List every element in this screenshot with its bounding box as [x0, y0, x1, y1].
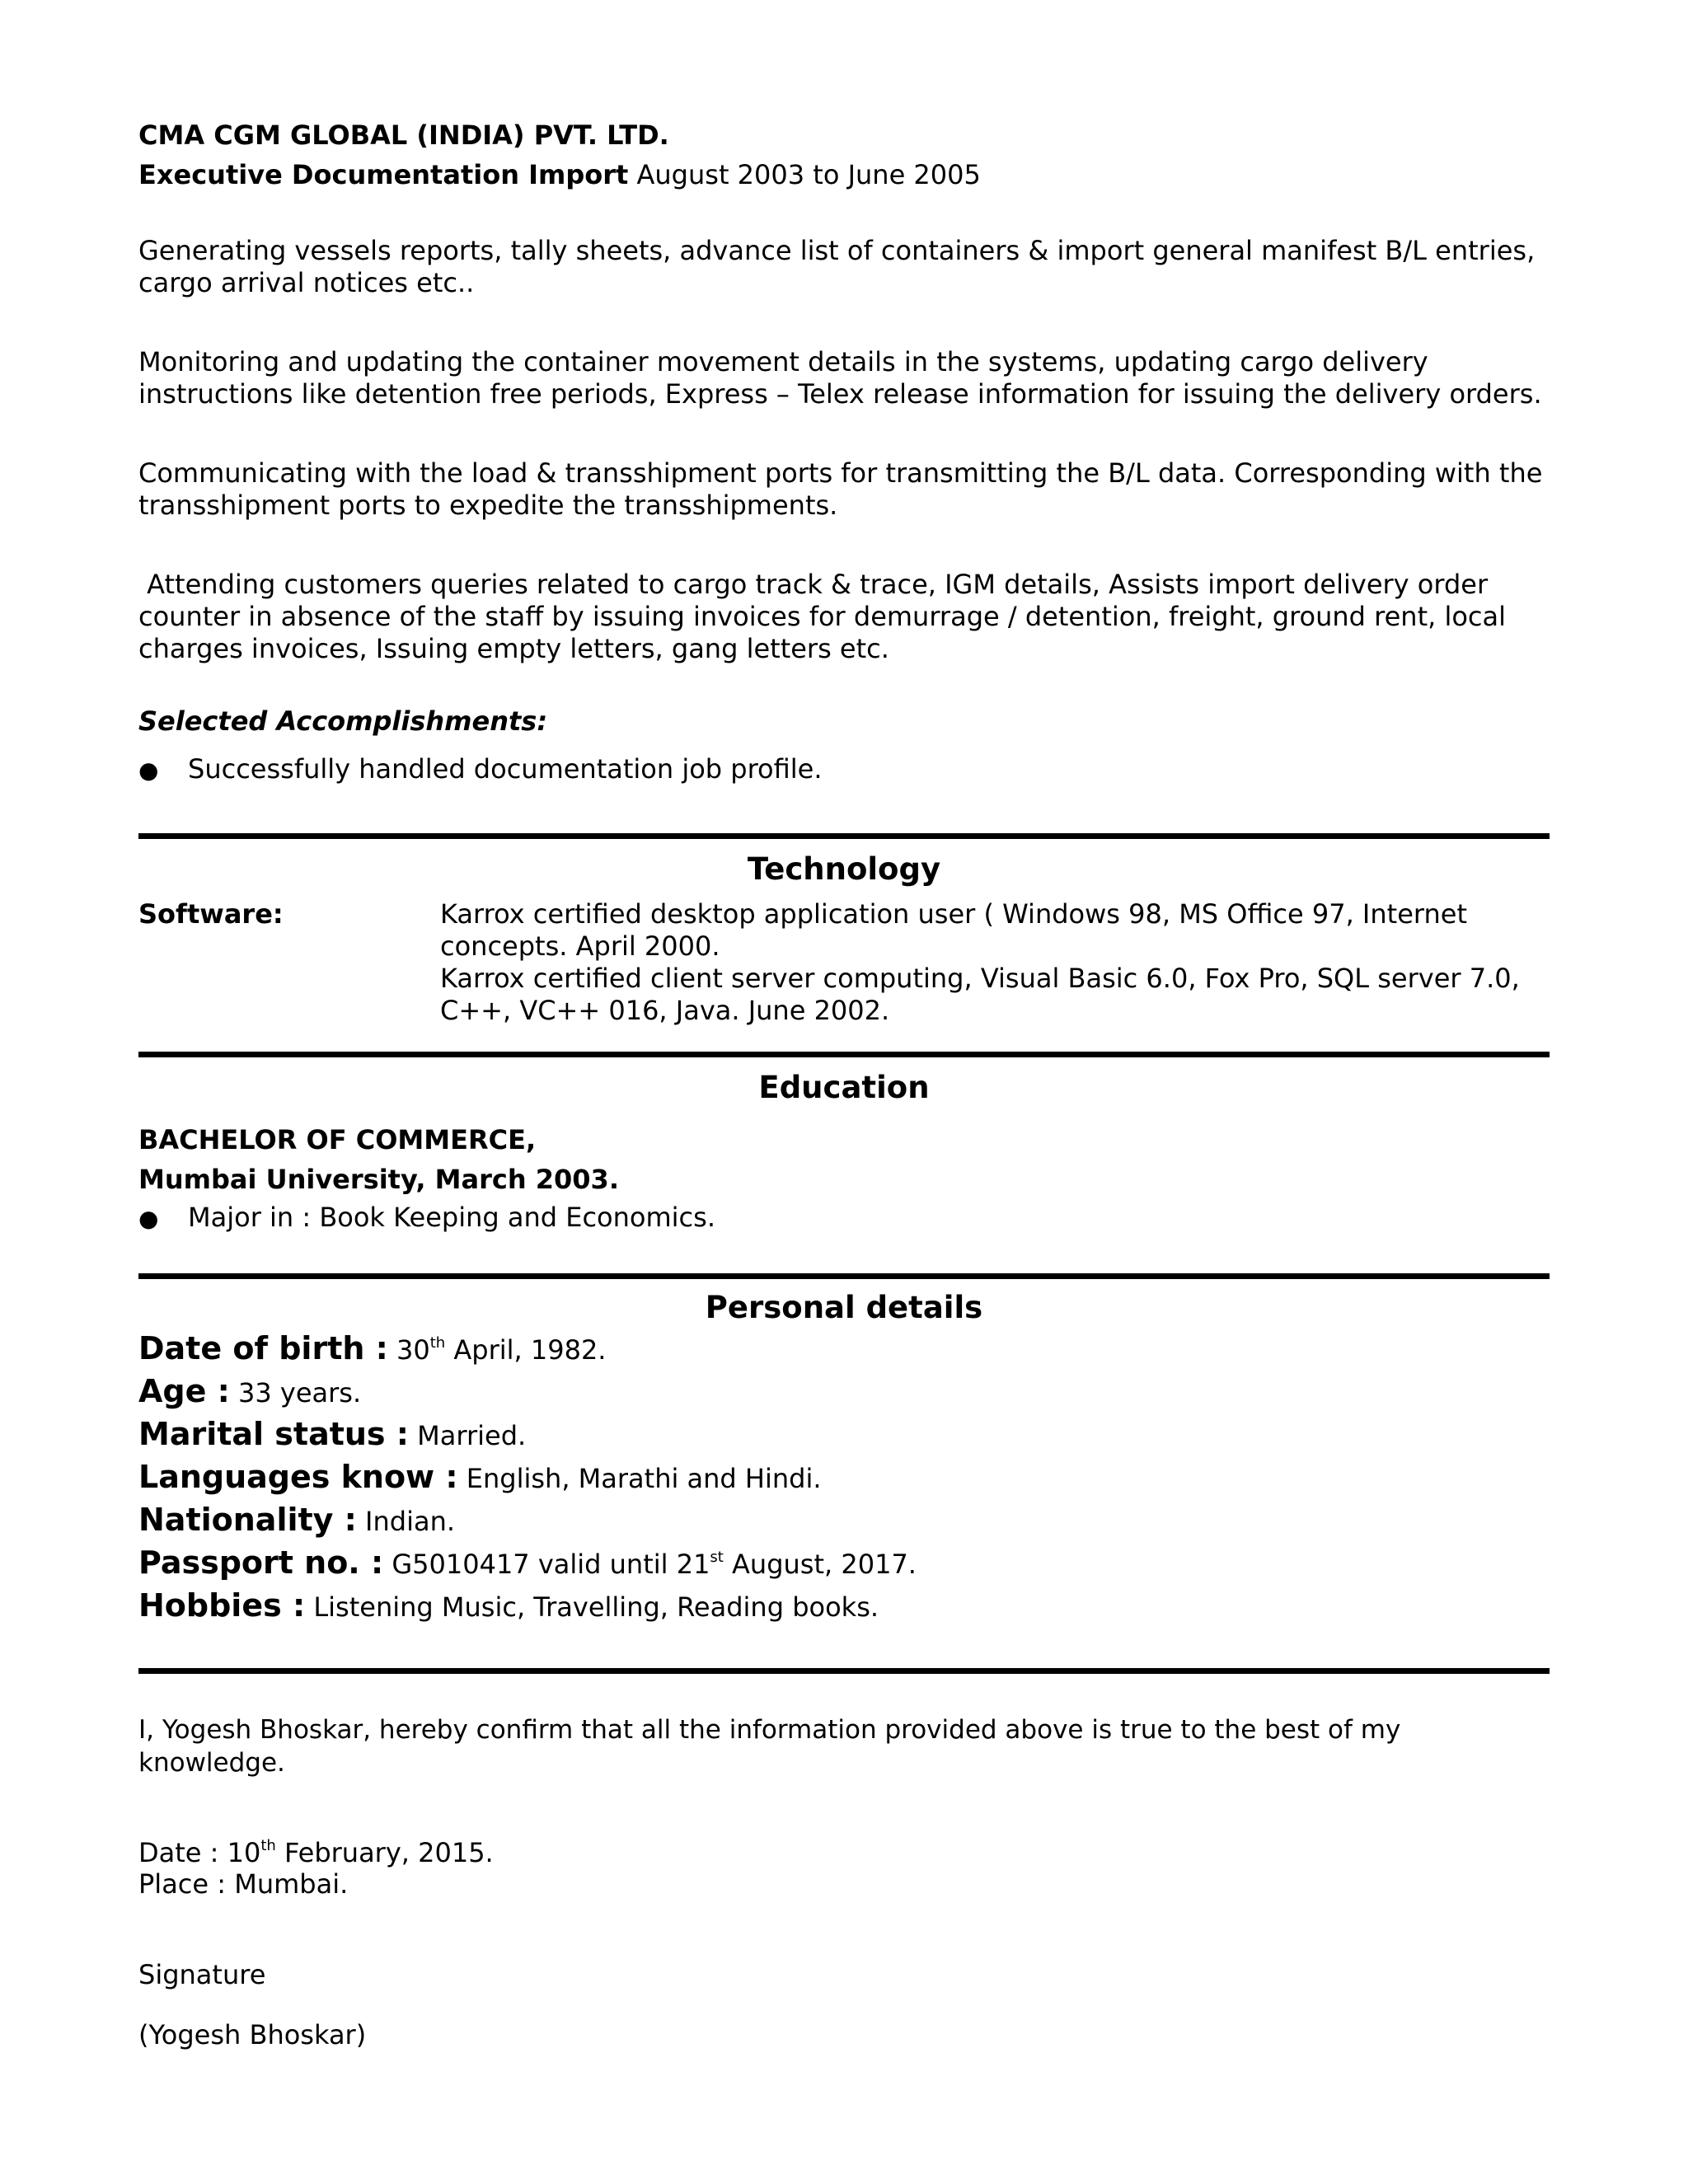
- resume-page: [138, 115, 1550, 2050]
- bullet-icon: ●: [138, 1205, 159, 1232]
- dob-label: Date of birth :: [138, 1330, 388, 1366]
- nationality-label: Nationality :: [138, 1502, 357, 1538]
- age-value: 33 years.: [229, 1377, 362, 1408]
- bullet-icon: ●: [138, 757, 159, 784]
- declaration-text: I, Yogesh Bhoskar, hereby confirm that all the information provided above is true to the best of my knowledge.: [138, 1715, 1401, 1778]
- role-line: [138, 155, 1550, 194]
- age-row: [138, 1373, 1550, 1416]
- major-text: Major in : Book Keeping and Economics.: [188, 1202, 715, 1233]
- section-divider: [138, 1052, 1550, 1057]
- section-divider: [138, 1668, 1550, 1674]
- section-divider: [138, 1273, 1550, 1279]
- duty-paragraph: Monitoring and updating the container movement details in the systems, updating cargo delivery instructions like detention free periods, Express – Telex release information for issuing the delivery orders.: [138, 346, 1542, 410]
- accomplishment-text: Successfully handled documentation job profile.: [188, 753, 823, 785]
- passport-label: Passport no. :: [138, 1544, 384, 1581]
- passport-suffix: st: [710, 1549, 724, 1566]
- passport-value: G5010417 valid until 21: [383, 1549, 710, 1580]
- software-details: [440, 898, 1550, 1027]
- software-line: Karrox certified client server computing, Visual Basic 6.0, Fox Pro, SQL server 7.0, C++, VC++ 016, Java. June 2002.: [440, 963, 1520, 1026]
- passport-rest: August, 2017.: [723, 1549, 917, 1580]
- personal-heading: Personal details: [705, 1290, 983, 1325]
- company-name: CMA CGM GLOBAL (INDIA) PVT. LTD.: [138, 120, 669, 151]
- education-heading: Education: [758, 1070, 930, 1105]
- hobbies-label: Hobbies :: [138, 1587, 306, 1624]
- signatory-name: (Yogesh Bhoskar): [138, 2019, 367, 2050]
- dob-rest: April, 1982.: [445, 1334, 607, 1366]
- date-rest: February, 2015.: [275, 1837, 494, 1868]
- degree: BACHELOR OF COMMERCE,: [138, 1124, 537, 1155]
- marital-label: Marital status :: [138, 1416, 409, 1452]
- software-line: Karrox certified desktop application user ( Windows 98, MS Office 97, Internet concepts. April 2000.: [440, 898, 1467, 962]
- dob-row: [138, 1330, 1550, 1373]
- hobbies-value: Listening Music, Travelling, Reading books.: [305, 1591, 879, 1623]
- age-label: Age :: [138, 1373, 230, 1409]
- software-row: [138, 898, 1550, 1027]
- date-suffix: th: [260, 1837, 276, 1854]
- declaration-place: Place : Mumbai.: [138, 1868, 349, 1900]
- role-title: Executive Documentation Import: [138, 159, 629, 190]
- marital-row: [138, 1416, 1550, 1459]
- duty-paragraph: Attending customers queries related to cargo track & trace, IGM details, Assists import delivery order counter in absence of the staff by issuing invoices for demurrage / detention, freight, ground rent, local charges invoices, Issuing empty letters, gang letters etc.: [138, 569, 1515, 664]
- major-item: [138, 1199, 1550, 1237]
- duty-paragraph: Communicating with the load & transshipment ports for transmitting the B/L data. Corresponding with the transshipment ports to expedite the transshipments.: [138, 457, 1543, 521]
- accomplishments-heading: Selected Accomplishments:: [138, 705, 548, 737]
- technology-heading: Technology: [747, 851, 941, 887]
- date-prefix: Date : 10: [138, 1837, 261, 1868]
- languages-value: English, Marathi and Hindi.: [457, 1463, 822, 1494]
- dob-day: 30: [387, 1334, 430, 1366]
- marital-value: Married.: [408, 1420, 527, 1451]
- nationality-row: [138, 1502, 1550, 1544]
- signature-label: Signature: [138, 1959, 266, 1990]
- dob-suffix: th: [429, 1334, 446, 1352]
- duty-paragraph: Generating vessels reports, tally sheets, advance list of containers & import general manifest B/L entries, cargo arrival notices etc..: [138, 235, 1536, 298]
- university: Mumbai University, March 2003.: [138, 1164, 619, 1195]
- nationality-value: Indian.: [356, 1506, 456, 1537]
- declaration-date: [138, 1837, 1550, 1868]
- hobbies-row: [138, 1587, 1550, 1630]
- languages-label: Languages know :: [138, 1459, 458, 1495]
- software-label: Software:: [138, 898, 284, 930]
- languages-row: [138, 1459, 1550, 1502]
- role-period: August 2003 to June 2005: [628, 159, 981, 190]
- passport-row: [138, 1544, 1550, 1587]
- accomplishment-item: [138, 751, 1550, 789]
- section-divider: [138, 833, 1550, 839]
